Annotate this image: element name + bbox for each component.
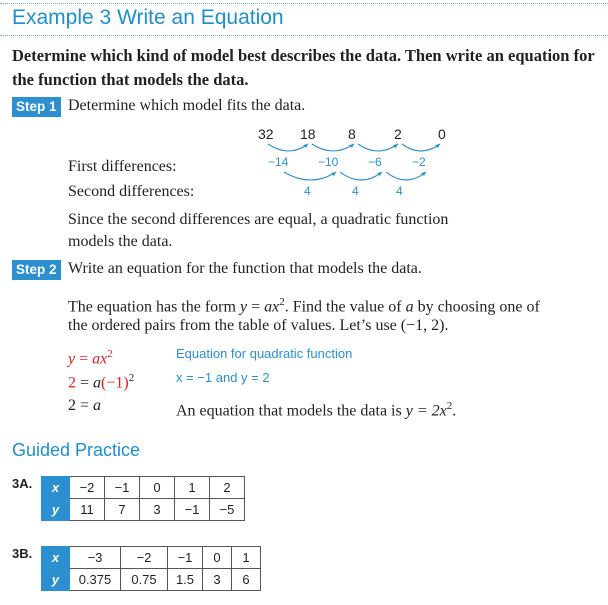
- first-diff-arc: [358, 144, 398, 151]
- table-cell: 1.5: [168, 569, 203, 591]
- first-difference: −6: [368, 155, 382, 169]
- table-cell: 0.375: [70, 569, 121, 591]
- title-dotted-rule: [0, 35, 608, 36]
- table-cell: 1: [175, 477, 210, 499]
- table-cell: 0: [203, 547, 232, 569]
- sequence-value: 8: [348, 126, 356, 142]
- conclusion-line-2: models the data.: [68, 233, 173, 250]
- step-2-badge: Step 2: [12, 260, 61, 280]
- first-diff-arc: [312, 144, 354, 151]
- table-cell: −1: [168, 547, 203, 569]
- problem-3a-label: 3A.: [12, 476, 33, 491]
- first-difference: −10: [318, 155, 339, 169]
- example-title: Write an Equation: [117, 6, 284, 29]
- step-1-text: Determine which model fits the data.: [68, 97, 306, 114]
- first-diff-arc: [402, 144, 440, 151]
- example-header: [12, 6, 284, 30]
- step-2-text: Write an equation for the function that models the data.: [68, 260, 422, 277]
- equation-note-2: x = −1 and y = 2: [176, 370, 270, 385]
- table-cell: 2: [210, 477, 245, 499]
- y-header: y: [42, 569, 70, 591]
- table-row: [42, 547, 261, 569]
- guided-practice-title: Guided Practice: [12, 440, 141, 460]
- table-row: [42, 569, 261, 591]
- sequence-value: 2: [394, 126, 402, 142]
- step-2-paragraph-line-1: The equation has the form $y = ax^2$. Find the value of a by choosing one of: [68, 296, 540, 316]
- problem-3b-label: 3B.: [12, 546, 33, 561]
- y-header: y: [42, 499, 70, 521]
- step-1-badge: Step 1: [12, 97, 61, 117]
- equation-note-3: An equation that models the data is $y = 2x^2$.: [176, 400, 457, 420]
- second-difference: 4: [304, 184, 311, 198]
- table-cell: 11: [70, 499, 105, 521]
- table-cell: 1: [232, 547, 261, 569]
- second-difference: 4: [352, 184, 359, 198]
- first-difference: −2: [412, 155, 426, 169]
- x-header: x: [42, 547, 70, 569]
- first-diff-arc: [268, 144, 308, 151]
- table-cell: −1: [175, 499, 210, 521]
- equation-line-2: $2 = a(-1)^2$: [68, 372, 135, 392]
- problem-3b-table: [41, 546, 261, 591]
- table-cell: −1: [105, 477, 140, 499]
- table-cell: −5: [210, 499, 245, 521]
- table-cell: −3: [70, 547, 121, 569]
- arrow-head: [303, 144, 308, 148]
- second-differences-label: Second differences:: [68, 183, 195, 200]
- equation-line-3: 2 = a: [68, 397, 102, 414]
- example-label: Example 3: [12, 6, 112, 29]
- table-cell: 0.75: [121, 569, 168, 591]
- table-cell: 3: [140, 499, 175, 521]
- equation-note-1: Equation for quadratic function: [176, 346, 353, 361]
- first-difference: −14: [268, 155, 289, 169]
- sequence-value: 32: [258, 126, 274, 142]
- table-cell: −2: [121, 547, 168, 569]
- x-header: x: [42, 477, 70, 499]
- sequence-value: 0: [438, 126, 446, 142]
- second-difference: 4: [396, 184, 403, 198]
- table-cell: 0: [140, 477, 175, 499]
- second-diff-arc: [284, 172, 336, 180]
- table-cell: 6: [232, 569, 261, 591]
- table-row: [42, 499, 245, 521]
- equation-line-1: $y = ax^2$: [68, 348, 113, 368]
- first-differences-label: First differences:: [68, 158, 177, 175]
- second-diff-arc: [340, 172, 382, 180]
- table-row: [42, 477, 245, 499]
- table-cell: 7: [105, 499, 140, 521]
- problem-statement: Determine which kind of model best describes the data. Then write an equation for the function that models the data.: [12, 46, 595, 89]
- step-2-paragraph-line-2: the ordered pairs from the table of values. Let’s use (−1, 2).: [68, 317, 449, 334]
- arrow-head: [393, 144, 398, 148]
- problem-3a-table: [41, 476, 245, 521]
- conclusion-line-1: Since the second differences are equal, a quadratic function: [68, 211, 449, 228]
- table-cell: −2: [70, 477, 105, 499]
- top-dotted-rule: [0, 3, 608, 4]
- second-diff-arc: [386, 172, 426, 180]
- sequence-value: 18: [300, 126, 316, 142]
- table-cell: 3: [203, 569, 232, 591]
